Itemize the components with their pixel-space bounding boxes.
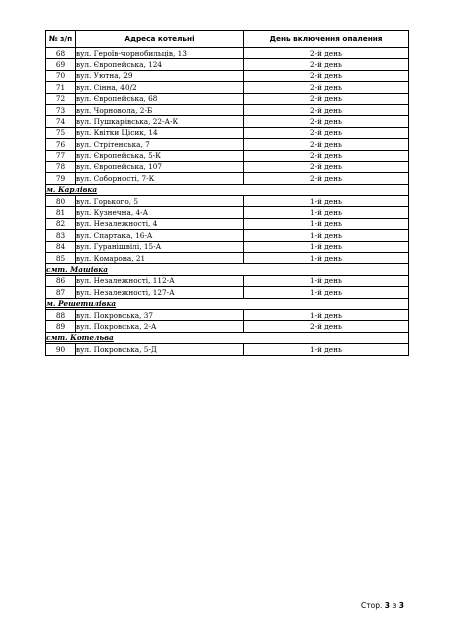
section-header-row: [46, 298, 409, 309]
table-row: [46, 218, 409, 229]
table-row: [46, 253, 409, 264]
row-day: 2-й день: [244, 59, 409, 70]
row-day: 1-й день: [244, 344, 409, 355]
row-address: вул. Незалежності, 112-А: [76, 275, 244, 286]
row-number: 90: [46, 344, 76, 355]
row-address: вул. Гуранішвілі, 15-А: [76, 241, 244, 252]
row-day: 1-й день: [244, 309, 409, 320]
row-number: 85: [46, 253, 76, 264]
table-row: [46, 173, 409, 184]
table-row: [46, 287, 409, 298]
row-address: вул. Незалежності, 127-А: [76, 287, 244, 298]
row-number: 75: [46, 127, 76, 138]
column-header-address: Адреса котельні: [76, 31, 244, 48]
table-row: [46, 104, 409, 115]
row-day: 1-й день: [244, 218, 409, 229]
table-row: [46, 116, 409, 127]
row-address: вул. Стрітенська, 7: [76, 139, 244, 150]
row-day: 2-й день: [244, 116, 409, 127]
table-row: [46, 70, 409, 81]
row-address: вул. Європейська, 107: [76, 161, 244, 172]
row-address: вул. Соборності, 7-К: [76, 173, 244, 184]
table-row: [46, 230, 409, 241]
row-day: 1-й день: [244, 275, 409, 286]
row-day: 2-й день: [244, 104, 409, 115]
row-address: вул. Покровська, 37: [76, 309, 244, 320]
table-row: [46, 139, 409, 150]
table-row: [46, 59, 409, 70]
row-day: 1-й день: [244, 207, 409, 218]
row-number: 76: [46, 139, 76, 150]
row-address: вул. Європейська, 124: [76, 59, 244, 70]
row-day: 2-й день: [244, 48, 409, 59]
table-row: [46, 275, 409, 286]
row-day: 2-й день: [244, 161, 409, 172]
column-header-number: № з/п: [46, 31, 76, 48]
page-separator: з: [392, 601, 397, 610]
row-number: 78: [46, 161, 76, 172]
row-number: 88: [46, 309, 76, 320]
row-address: вул. Сінна, 40/2: [76, 82, 244, 93]
row-number: 82: [46, 218, 76, 229]
row-address: вул. Незалежності, 4: [76, 218, 244, 229]
page-label: Стор.: [361, 601, 383, 610]
column-header-day: День включення опалення: [244, 31, 409, 48]
row-address: вул. Горького, 5: [76, 196, 244, 207]
section-header-row: [46, 184, 409, 195]
row-address: вул. Чорновола, 2-Б: [76, 104, 244, 115]
table-body: [46, 48, 409, 356]
row-address: вул. Кузнечна, 4-А: [76, 207, 244, 218]
row-number: 81: [46, 207, 76, 218]
section-title: смт. Котельва: [46, 332, 409, 343]
table-row: [46, 82, 409, 93]
table-row: [46, 196, 409, 207]
row-number: 87: [46, 287, 76, 298]
row-number: 68: [46, 48, 76, 59]
row-number: 70: [46, 70, 76, 81]
row-address: вул. Покровська, 2-А: [76, 321, 244, 332]
row-day: 1-й день: [244, 230, 409, 241]
row-address: вул. Європейська, 68: [76, 93, 244, 104]
table-row: [46, 207, 409, 218]
row-address: вул. Комарова, 21: [76, 253, 244, 264]
row-number: 69: [46, 59, 76, 70]
current-page: 3: [384, 601, 390, 610]
row-address: вул. Квітки Цісик, 14: [76, 127, 244, 138]
section-header-row: [46, 264, 409, 275]
row-day: 1-й день: [244, 196, 409, 207]
row-address: вул. Уютна, 29: [76, 70, 244, 81]
row-day: 1-й день: [244, 287, 409, 298]
row-number: 86: [46, 275, 76, 286]
table-row: [46, 321, 409, 332]
table-row: [46, 241, 409, 252]
total-pages: 3: [398, 601, 404, 610]
row-number: 80: [46, 196, 76, 207]
row-number: 71: [46, 82, 76, 93]
row-day: 2-й день: [244, 150, 409, 161]
row-day: 2-й день: [244, 127, 409, 138]
row-number: 72: [46, 93, 76, 104]
table-row: [46, 344, 409, 355]
row-number: 79: [46, 173, 76, 184]
boiler-heating-table: [45, 30, 409, 356]
page-number: [361, 601, 404, 610]
row-day: 2-й день: [244, 93, 409, 104]
row-number: 73: [46, 104, 76, 115]
row-number: 83: [46, 230, 76, 241]
row-number: 74: [46, 116, 76, 127]
row-address: вул. Пушкарівська, 22-А-К: [76, 116, 244, 127]
row-day: 1-й день: [244, 241, 409, 252]
table-row: [46, 48, 409, 59]
row-address: вул. Героїв-чорнобильців, 13: [76, 48, 244, 59]
row-day: 1-й день: [244, 253, 409, 264]
row-day: 2-й день: [244, 321, 409, 332]
row-address: вул. Європейська, 5-К: [76, 150, 244, 161]
section-header-row: [46, 332, 409, 343]
table-row: [46, 93, 409, 104]
row-day: 2-й день: [244, 82, 409, 93]
row-day: 2-й день: [244, 139, 409, 150]
row-address: вул. Покровська, 5-Д: [76, 344, 244, 355]
section-title: смт. Машівка: [46, 264, 409, 275]
row-address: вул. Спартака, 16-А: [76, 230, 244, 241]
table-row: [46, 161, 409, 172]
row-number: 77: [46, 150, 76, 161]
section-title: м. Решетилівка: [46, 298, 409, 309]
table-row: [46, 150, 409, 161]
table-row: [46, 127, 409, 138]
row-day: 2-й день: [244, 173, 409, 184]
section-title: м. Карлівка: [46, 184, 409, 195]
table-row: [46, 309, 409, 320]
row-day: 2-й день: [244, 70, 409, 81]
table-header-row: [46, 31, 409, 48]
row-number: 84: [46, 241, 76, 252]
row-number: 89: [46, 321, 76, 332]
